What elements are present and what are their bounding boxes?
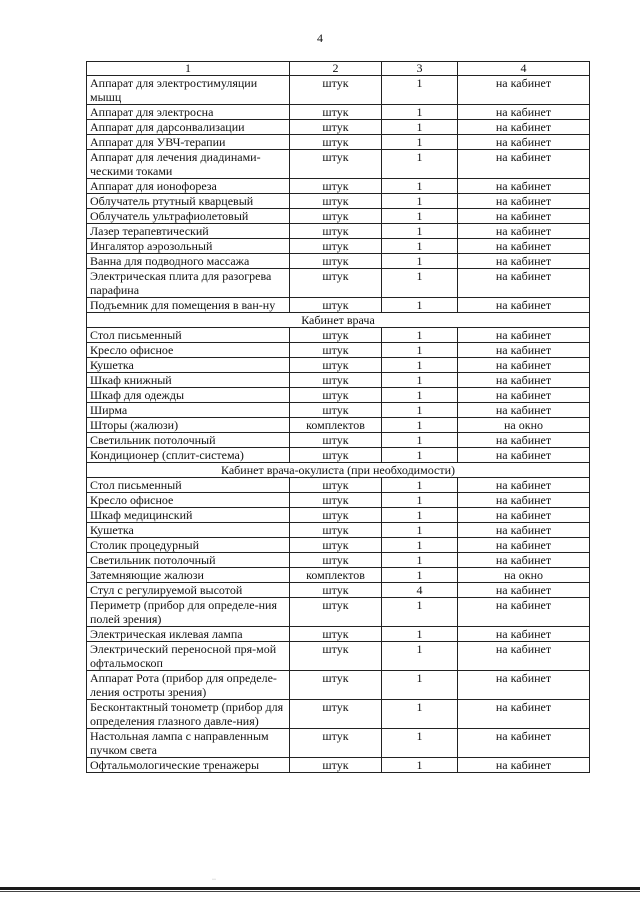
item-name-cell: Светильник потолочный <box>87 553 290 568</box>
norm-cell: на кабинет <box>458 493 590 508</box>
quantity-cell: 1 <box>382 269 458 298</box>
quantity-cell: 1 <box>382 642 458 671</box>
item-name-cell: Кресло офисное <box>87 493 290 508</box>
norm-cell: на кабинет <box>458 642 590 671</box>
norm-cell: на кабинет <box>458 700 590 729</box>
item-name-cell: Кондиционер (сплит-система) <box>87 448 290 463</box>
norm-cell: на кабинет <box>458 388 590 403</box>
unit-cell: штук <box>290 209 382 224</box>
norm-cell: на кабинет <box>458 598 590 627</box>
unit-cell: штук <box>290 583 382 598</box>
norm-cell: на кабинет <box>458 583 590 598</box>
unit-cell: штук <box>290 493 382 508</box>
quantity-cell: 1 <box>382 194 458 209</box>
table-row <box>87 269 590 298</box>
item-name-cell: Периметр (прибор для определе-ния полей зрения) <box>87 598 290 627</box>
unit-cell: штук <box>290 729 382 758</box>
norm-cell: на кабинет <box>458 538 590 553</box>
unit-cell: штук <box>290 269 382 298</box>
quantity-cell: 1 <box>382 135 458 150</box>
norm-cell: на кабинет <box>458 433 590 448</box>
unit-cell: штук <box>290 478 382 493</box>
table-row <box>87 433 590 448</box>
table-row <box>87 418 590 433</box>
unit-cell: штук <box>290 508 382 523</box>
table-row <box>87 583 590 598</box>
unit-cell: штук <box>290 343 382 358</box>
bottom-rule-thin <box>0 891 640 892</box>
quantity-cell: 1 <box>382 493 458 508</box>
quantity-cell: 1 <box>382 448 458 463</box>
unit-cell: штук <box>290 598 382 627</box>
table-row <box>87 209 590 224</box>
quantity-cell: 1 <box>382 729 458 758</box>
norm-cell: на кабинет <box>458 298 590 313</box>
table-row <box>87 627 590 642</box>
table-row <box>87 224 590 239</box>
norm-cell: на кабинет <box>458 135 590 150</box>
quantity-cell: 1 <box>382 76 458 105</box>
item-name-cell: Электрический переносной пря-мой офтальмоскоп <box>87 642 290 671</box>
norm-cell: на кабинет <box>458 478 590 493</box>
table-row <box>87 76 590 105</box>
table-row <box>87 598 590 627</box>
item-name-cell: Шторы (жалюзи) <box>87 418 290 433</box>
quantity-cell: 1 <box>382 538 458 553</box>
unit-cell: штук <box>290 403 382 418</box>
quantity-cell: 1 <box>382 343 458 358</box>
item-name-cell: Аппарат для ионофореза <box>87 179 290 194</box>
item-name-cell: Бесконтактный тонометр (прибор для определения глазного давле-ния) <box>87 700 290 729</box>
unit-cell: штук <box>290 150 382 179</box>
table-row <box>87 150 590 179</box>
unit-cell: штук <box>290 388 382 403</box>
unit-cell: штук <box>290 358 382 373</box>
unit-cell: штук <box>290 224 382 239</box>
table-row <box>87 478 590 493</box>
item-name-cell: Кушетка <box>87 523 290 538</box>
table-row <box>87 194 590 209</box>
norm-cell: на кабинет <box>458 120 590 135</box>
norm-cell: на кабинет <box>458 508 590 523</box>
table-row <box>87 254 590 269</box>
unit-cell: штук <box>290 179 382 194</box>
unit-cell: штук <box>290 254 382 269</box>
unit-cell: штук <box>290 553 382 568</box>
norm-cell: на кабинет <box>458 729 590 758</box>
column-number-header-row <box>87 62 590 76</box>
table-row <box>87 538 590 553</box>
unit-cell: штук <box>290 194 382 209</box>
item-name-cell: Лазер терапевтический <box>87 224 290 239</box>
table-row <box>87 508 590 523</box>
item-name-cell: Облучатель ртутный кварцевый <box>87 194 290 209</box>
norm-cell: на кабинет <box>458 758 590 773</box>
item-name-cell: Настольная лампа с направленным пучком света <box>87 729 290 758</box>
table-row <box>87 343 590 358</box>
norm-cell: на кабинет <box>458 239 590 254</box>
item-name-cell: Аппарат Рота (прибор для определе-ления остроты зрения) <box>87 671 290 700</box>
table-row <box>87 448 590 463</box>
quantity-cell: 1 <box>382 254 458 269</box>
section-header-row <box>87 313 590 328</box>
unit-cell: штук <box>290 758 382 773</box>
quantity-cell: 1 <box>382 179 458 194</box>
quantity-cell: 1 <box>382 328 458 343</box>
quantity-cell: 1 <box>382 105 458 120</box>
item-name-cell: Аппарат для УВЧ-терапии <box>87 135 290 150</box>
item-name-cell: Шкаф для одежды <box>87 388 290 403</box>
item-name-cell: Офтальмологические тренажеры <box>87 758 290 773</box>
norm-cell: на окно <box>458 568 590 583</box>
unit-cell: штук <box>290 700 382 729</box>
item-name-cell: Электрическая иклевая лампа <box>87 627 290 642</box>
table-row <box>87 298 590 313</box>
table-row <box>87 671 590 700</box>
item-name-cell: Подъемник для помещения в ван-ну <box>87 298 290 313</box>
item-name-cell: Шкаф книжный <box>87 373 290 388</box>
table-row <box>87 553 590 568</box>
table-row <box>87 239 590 254</box>
section-header-row <box>87 463 590 478</box>
quantity-cell: 1 <box>382 224 458 239</box>
norm-cell: на кабинет <box>458 553 590 568</box>
table-row <box>87 179 590 194</box>
norm-cell: на кабинет <box>458 105 590 120</box>
item-name-cell: Электрическая плита для разогрева парафина <box>87 269 290 298</box>
norm-cell: на кабинет <box>458 209 590 224</box>
quantity-cell: 4 <box>382 583 458 598</box>
quantity-cell: 1 <box>382 373 458 388</box>
unit-cell: штук <box>290 135 382 150</box>
unit-cell: штук <box>290 76 382 105</box>
table-row <box>87 493 590 508</box>
section-title: Кабинет врача-окулиста (при необходимости) <box>87 463 590 478</box>
unit-cell: комплектов <box>290 568 382 583</box>
table-row <box>87 700 590 729</box>
table-row <box>87 388 590 403</box>
unit-cell: штук <box>290 433 382 448</box>
norm-cell: на кабинет <box>458 523 590 538</box>
norm-cell: на кабинет <box>458 194 590 209</box>
table-row <box>87 373 590 388</box>
quantity-cell: 1 <box>382 627 458 642</box>
quantity-cell: 1 <box>382 403 458 418</box>
quantity-cell: 1 <box>382 150 458 179</box>
norm-cell: на окно <box>458 418 590 433</box>
page-number: 4 <box>317 31 323 45</box>
unit-cell: штук <box>290 642 382 671</box>
column-header-3: 3 <box>382 62 458 76</box>
equipment-table <box>86 61 590 773</box>
norm-cell: на кабинет <box>458 76 590 105</box>
scan-mark: ·· <box>212 877 216 883</box>
norm-cell: на кабинет <box>458 179 590 194</box>
item-name-cell: Кушетка <box>87 358 290 373</box>
norm-cell: на кабинет <box>458 403 590 418</box>
unit-cell: комплектов <box>290 418 382 433</box>
column-header-2: 2 <box>290 62 382 76</box>
unit-cell: штук <box>290 523 382 538</box>
norm-cell: на кабинет <box>458 343 590 358</box>
item-name-cell: Аппарат для лечения диадинами-ческими токами <box>87 150 290 179</box>
unit-cell: штук <box>290 298 382 313</box>
quantity-cell: 1 <box>382 568 458 583</box>
norm-cell: на кабинет <box>458 269 590 298</box>
item-name-cell: Светильник потолочный <box>87 433 290 448</box>
norm-cell: на кабинет <box>458 373 590 388</box>
table-row <box>87 729 590 758</box>
item-name-cell: Аппарат для электросна <box>87 105 290 120</box>
table-row <box>87 568 590 583</box>
quantity-cell: 1 <box>382 700 458 729</box>
quantity-cell: 1 <box>382 433 458 448</box>
quantity-cell: 1 <box>382 418 458 433</box>
norm-cell: на кабинет <box>458 448 590 463</box>
norm-cell: на кабинет <box>458 358 590 373</box>
norm-cell: на кабинет <box>458 627 590 642</box>
unit-cell: штук <box>290 105 382 120</box>
quantity-cell: 1 <box>382 523 458 538</box>
norm-cell: на кабинет <box>458 671 590 700</box>
unit-cell: штук <box>290 671 382 700</box>
quantity-cell: 1 <box>382 598 458 627</box>
unit-cell: штук <box>290 373 382 388</box>
item-name-cell: Кресло офисное <box>87 343 290 358</box>
table-row <box>87 403 590 418</box>
norm-cell: на кабинет <box>458 328 590 343</box>
section-title: Кабинет врача <box>87 313 590 328</box>
table-body <box>87 76 590 773</box>
table-row <box>87 105 590 120</box>
table-row <box>87 358 590 373</box>
quantity-cell: 1 <box>382 120 458 135</box>
column-header-1: 1 <box>87 62 290 76</box>
unit-cell: штук <box>290 538 382 553</box>
item-name-cell: Шкаф медицинский <box>87 508 290 523</box>
table-row <box>87 642 590 671</box>
unit-cell: штук <box>290 448 382 463</box>
item-name-cell: Стол письменный <box>87 478 290 493</box>
quantity-cell: 1 <box>382 388 458 403</box>
quantity-cell: 1 <box>382 298 458 313</box>
column-header-4: 4 <box>458 62 590 76</box>
quantity-cell: 1 <box>382 209 458 224</box>
quantity-cell: 1 <box>382 671 458 700</box>
norm-cell: на кабинет <box>458 224 590 239</box>
item-name-cell: Затемняющие жалюзи <box>87 568 290 583</box>
item-name-cell: Облучатель ультрафиолетовый <box>87 209 290 224</box>
item-name-cell: Ингалятор аэрозольный <box>87 239 290 254</box>
quantity-cell: 1 <box>382 478 458 493</box>
item-name-cell: Столик процедурный <box>87 538 290 553</box>
item-name-cell: Стул с регулируемой высотой <box>87 583 290 598</box>
table-row <box>87 135 590 150</box>
quantity-cell: 1 <box>382 553 458 568</box>
norm-cell: на кабинет <box>458 254 590 269</box>
quantity-cell: 1 <box>382 758 458 773</box>
bottom-rule <box>0 887 640 890</box>
unit-cell: штук <box>290 328 382 343</box>
quantity-cell: 1 <box>382 358 458 373</box>
table-row <box>87 120 590 135</box>
item-name-cell: Аппарат для электростимуляции мышц <box>87 76 290 105</box>
item-name-cell: Ширма <box>87 403 290 418</box>
table-row <box>87 328 590 343</box>
quantity-cell: 1 <box>382 239 458 254</box>
table-row <box>87 758 590 773</box>
table-row <box>87 523 590 538</box>
unit-cell: штук <box>290 239 382 254</box>
item-name-cell: Стол письменный <box>87 328 290 343</box>
quantity-cell: 1 <box>382 508 458 523</box>
item-name-cell: Ванна для подводного массажа <box>87 254 290 269</box>
unit-cell: штук <box>290 120 382 135</box>
unit-cell: штук <box>290 627 382 642</box>
norm-cell: на кабинет <box>458 150 590 179</box>
item-name-cell: Аппарат для дарсонвализации <box>87 120 290 135</box>
